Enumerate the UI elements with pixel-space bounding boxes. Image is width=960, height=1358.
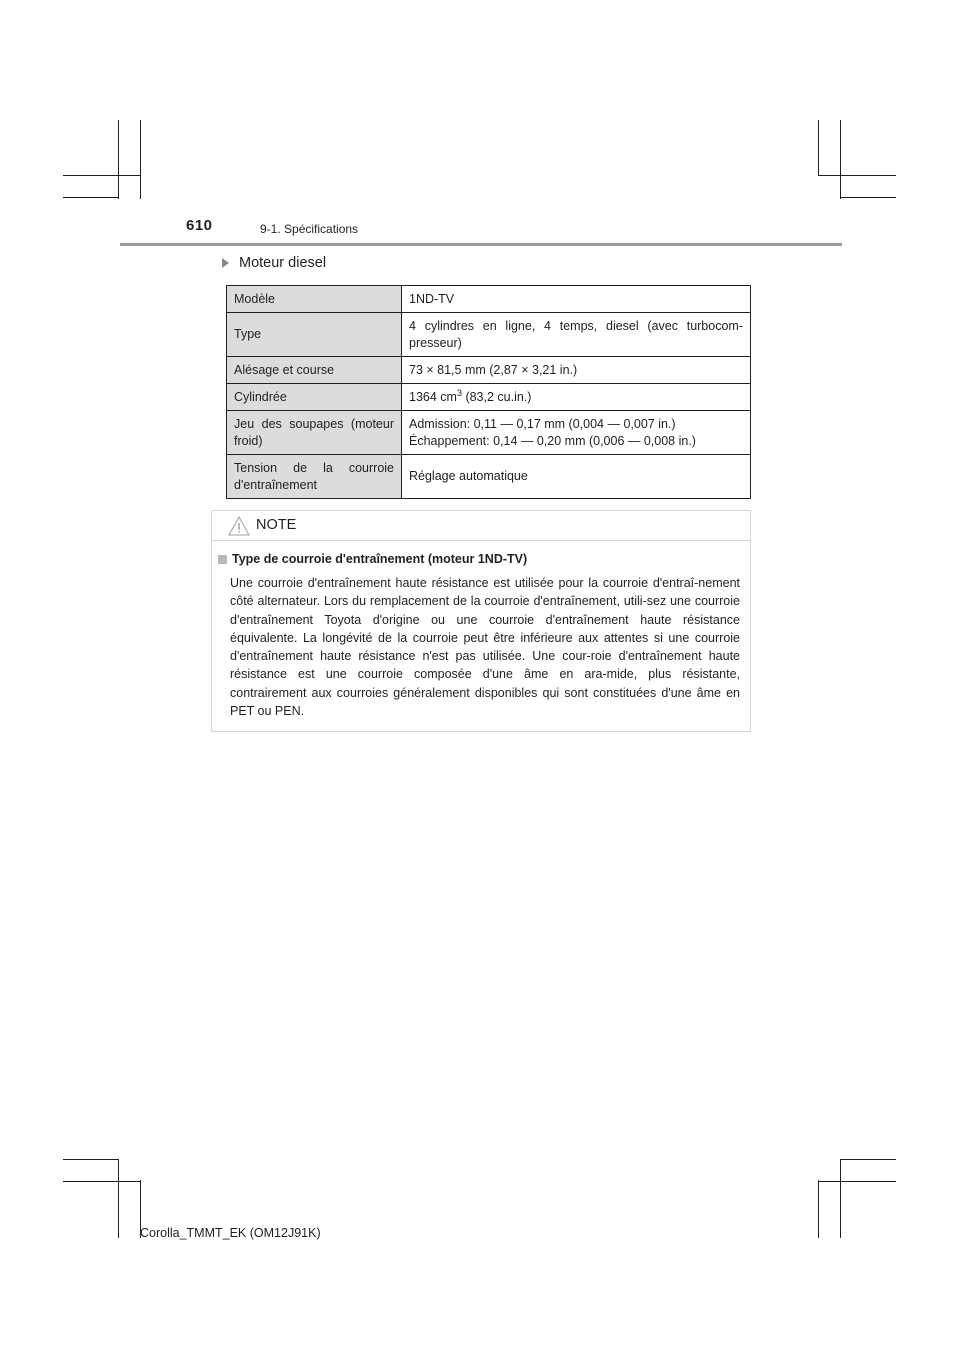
note-title: NOTE <box>256 517 297 533</box>
superscript: 3 <box>456 387 462 398</box>
table-row <box>227 313 751 357</box>
note-heading-text: Type de courroie d'entraînement (moteur 1ND-TV) <box>232 552 528 566</box>
note-heading <box>218 552 527 566</box>
note-header <box>212 511 750 541</box>
value-text: (83,2 cu.in.) <box>461 389 532 404</box>
subheading-text: Moteur diesel <box>239 255 327 271</box>
crop-mark <box>63 1159 119 1160</box>
crop-mark <box>840 1159 896 1160</box>
crop-mark <box>840 1160 841 1238</box>
row-label: Alésage et course <box>227 357 402 384</box>
footer-doc-id: Corolla_TMMT_EK (OM12J91K) <box>140 1226 321 1240</box>
crop-mark <box>818 1181 896 1182</box>
note-body: Une courroie d'entraînement haute résistance est utilisée pour la courroie d'entraî-nement côté alternateur. Lors du remplacement de la courroie d'entraînement, utili-sez une courroie d'entraînement Toyota d'origine ou une courroie d'entraînement haute résistance équivalente. La longévité de la courroie peut être inférieure aux attentes si une courroie d'entraînement haute résistance n'est pas utilisée. Une cour-roie d'entraînement haute résistance est une courroie composée d'une âme en ara-mide, plus résistante, contrairement aux courroies généralement disponibles qui sont constituées d'une âme en PET ou PEN. <box>230 576 740 719</box>
square-bullet-icon <box>218 555 227 564</box>
section-title: 9-1. Spécifications <box>260 222 359 236</box>
table-row <box>227 384 751 411</box>
row-value: Réglage automatique <box>402 455 751 499</box>
subheading <box>222 255 326 271</box>
crop-mark <box>118 120 119 199</box>
crop-mark <box>818 120 819 176</box>
note-box <box>211 510 751 732</box>
row-value: 1ND-TV <box>402 286 751 313</box>
crop-mark <box>63 1181 141 1182</box>
value-text: 1364 cm <box>409 389 457 404</box>
table-row <box>227 411 751 455</box>
row-value: 4 cylindres en ligne, 4 temps, diesel (avec turbocom-presseur) <box>402 313 751 357</box>
crop-mark <box>818 175 896 176</box>
value-line: Admission: 0,11 — 0,17 mm (0,004 — 0,007 in.) <box>409 416 676 431</box>
page-number: 610 <box>186 217 213 234</box>
row-label: Modèle <box>227 286 402 313</box>
row-label: Type <box>227 313 402 357</box>
row-value: 73 × 81,5 mm (2,87 × 3,21 in.) <box>402 357 751 384</box>
header-rule <box>120 243 842 246</box>
crop-mark <box>140 120 141 199</box>
row-label: Jeu des soupapes (moteur froid) <box>227 411 402 455</box>
row-label: Cylindrée <box>227 384 402 411</box>
crop-mark <box>840 197 896 198</box>
value-line: Échappement: 0,14 — 0,20 mm (0,006 — 0,008 in.) <box>409 433 696 448</box>
table-row <box>227 455 751 499</box>
row-value <box>402 384 751 411</box>
crop-mark <box>840 120 841 199</box>
crop-mark <box>118 1160 119 1238</box>
crop-mark <box>818 1180 819 1238</box>
row-label: Tension de la courroie d'entraînement <box>227 455 402 499</box>
spec-table <box>226 285 751 499</box>
crop-mark <box>63 175 141 176</box>
warning-triangle-icon <box>228 516 250 536</box>
row-value <box>402 411 751 455</box>
table-row <box>227 286 751 313</box>
triangle-bullet-icon <box>222 258 229 268</box>
table-row <box>227 357 751 384</box>
crop-mark <box>63 197 119 198</box>
